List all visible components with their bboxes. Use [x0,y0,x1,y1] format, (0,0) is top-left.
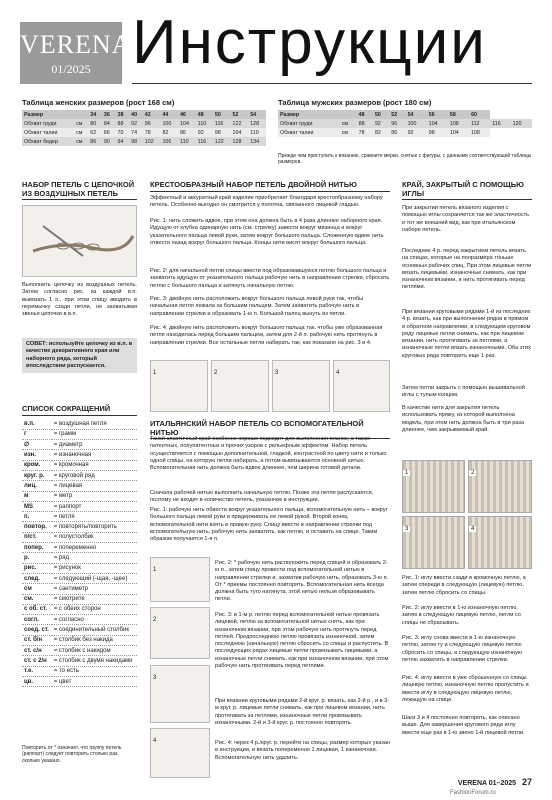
size-header-cell: 50 [374,111,381,118]
size-cell: 94 [116,137,130,146]
edge-p3: При вязании круговыми рядами 1-й из последних 4 р. вязать, как при выполнении рядов в прямом и обратном направлении, в следующем круговом ряду лицевые петли снимать, как при лицевом вязании, нить протягивать за петлями, а изнаночные петли вязать изнаночными. Оба этих круговых ряда повторить еще 1 раз. [402,309,531,359]
abbr-row [22,450,137,460]
abbr-term: соед. ст. [22,625,52,635]
edge-p8: Рис. 3: иглу снова ввести в 1-ю изнаночную петлю, затем ту и следующую лицевую петлю сбросить со спицы, а следующую изнаночную петлю захватить в направлении стрелки. [402,635,523,663]
abbr-term: ст. б/н [22,635,52,645]
size-header-cell: 40 [131,111,138,118]
abbr-row [22,460,137,470]
size-cell: 84 [102,119,116,128]
size-header-cell: 36 [103,111,110,118]
abbr-title: СПИСОК СОКРАЩЕНИЙ [22,405,137,416]
ital-p5: Рис. 3: в 1-м р. петлю перед вспомогательной нитью провязать лицевой, петлю за вспомогательной нитью снять, как при изнаночном вязании, при этом рабочую нить протянуть перед петлей. Предпоследнюю петлю провязать изнаночной, затем последнюю (начальную) петлю сбросить со спицы и распустить. В последующих рядах лицевые петли провязывать лицевыми, а изнаночные петли снимать, как при изнаночном вязании, при этом рабочую нить протягивать перед петлями. [215,612,389,669]
size-cell: Обхват талии [278,128,340,137]
abbr-row [22,563,137,573]
size-cell: см [340,128,357,137]
logo-issue: 01/2025 [51,62,91,76]
abbr-term: р. [22,553,52,563]
size-row [278,128,532,137]
size-cell: 92 [196,128,213,137]
abbr-meaning: = ряд [52,553,137,563]
size-cell: 78 [143,128,161,137]
abbr-row [22,429,137,439]
abbr-term: см. [22,594,52,604]
men-table-note: Прежде чем приступить к вязанию, сравните мерки, снятые с фигуры, с данными соответствующей таблицы размеров. [278,153,532,166]
size-row [22,119,266,128]
size-cell: 82 [160,128,178,137]
ital-p6: При вязании круговыми рядами 2-й круг. р. вязать, как 2-й р., и в 3-м круг. р. лицевые петли снимать, как при лицевом вязании, нить протягивать за петлями, изнаночные петли провязывать изнаночными. 2-й и 3-й круг. р. постоянно повторять. [215,698,390,726]
abbr-meaning: = с обеих сторон [52,604,137,614]
abbreviation-table [22,419,137,687]
size-cell: см [74,128,88,137]
size-cell: Обхват груди [278,119,340,128]
abbr-row [22,440,137,450]
edge-p5: В качестве нити для закрытия петель использовать пряжу, из которой выполнена модель, при этом нить должна быть в три раза длиннее, чем закрываемый край. [402,405,525,433]
size-header-row [22,110,266,119]
edge-fig-4: 4 [468,516,532,569]
abbr-term: попер. [22,543,52,553]
size-cell: 116 [213,119,231,128]
edge-fig-2: 2 [468,460,532,513]
edge-p7: Рис. 2: иглу ввести в 1-ю изнаночную петлю, затем в следующую лицевую петлю, петли со спицы не сбрасывать. [402,605,521,626]
cross-fig-1: 1 [150,360,208,412]
footer-page: 27 [521,777,532,787]
size-cell: 86 [178,128,196,137]
edge-p1: При закрытии петель вязаного изделия с помощью иглы сохраняется так же эластичность и тот же внешний вид, как при итальянском наборе петель. [402,205,530,233]
size-cell: 102 [143,137,161,146]
cross-figures [150,360,390,412]
cross-p1: Эффектный и аккуратный край изделие приобретает благодаря крестообразному набору петель. Особенно выгодно он смотрится у полотна, связанного лицевой гладью. [150,195,383,209]
ital-p4: Рис. 2: * рабочую нить расположить перед спицей и образовать 2-ю п., затем спицу провести под вспомогательной нитью в направлении стрелки и, захватив рабочую нить, образовать 3-ю п. От * приемы постоянно повторять. Вспомогательная нить всегда должна быть туго натянута, этой нитью нельзя образовывать петли. [215,560,389,603]
size-header-cell [74,110,88,119]
abbr-meaning: = раппорт [52,501,137,511]
footer-issue: 01–2025 [488,780,517,787]
abbr-term: круг. р. [22,470,52,480]
abbr-term: т.е. [22,666,52,676]
cross-p3: Рис. 2: для начальной петли спицы ввести под образовавшуюся петлю большого пальца и захватить идущую от указательного пальца рабочую нить в направлении стрелки, сбросить петлю с большого пальца и затянуть начальную петлю. [150,268,390,289]
abbr-meaning: = столбик без накида [52,635,137,645]
edge-figures [402,460,532,570]
abbr-term: п/ст. [22,532,52,542]
size-cell: 98 [129,137,143,146]
women-size-table [22,110,266,146]
size-header-cell [340,110,357,119]
abbr-meaning: = то есть [52,666,137,676]
size-cell: 122 [231,119,249,128]
abbr-row [22,470,137,480]
abbr-row [22,656,137,666]
page-title: Инструкции [132,8,487,77]
abbr-row [22,646,137,656]
abbr-row [22,419,137,429]
chain-tip: СОВЕТ: используйте цепочку из в.п. в качестве декоративного края или наборного ряда, который впоследствии распускается. [22,338,137,373]
size-cell: 116 [490,119,511,128]
logo-box [20,22,132,84]
size-cell: 112 [469,119,490,128]
abbr-row [22,532,137,542]
size-cell: 70 [116,128,130,137]
abbr-row [22,553,137,563]
abbr-row [22,615,137,625]
size-header-cell: 44 [162,111,169,118]
size-cell: 100 [160,119,178,128]
size-cell: 110 [248,128,266,137]
size-cell: 100 [406,119,427,128]
abbr-row [22,584,137,594]
size-cell: 104 [231,128,249,137]
logo-text: VERENA [20,30,132,59]
size-cell: см [74,119,88,128]
abbr-meaning: = рисунок [52,563,137,573]
size-cell: 80 [88,119,102,128]
abbr-meaning: = воздушная петля [52,419,137,429]
abbr-term: с об. ст. [22,604,52,614]
size-header-cell: 52 [232,111,239,118]
crochet-chain-drawing [23,206,136,276]
size-row [22,128,266,137]
size-cell: 128 [248,119,266,128]
cross-p5: Рис. 4: двойную нить расположить вокруг большого пальца так, чтобы уже образованная петля находилась перед большим пальцем, затем для 2-й п. рабочую нить протянуть в направлении стрелки. Все остальные петли набирать так, как показано на рис. 3 и 4. [150,325,383,346]
size-cell: 90 [102,137,116,146]
size-cell: 88 [116,119,130,128]
ital-fig-4: 4 [150,728,210,778]
chain-illustration [22,205,137,277]
size-cell: 92 [373,119,389,128]
abbr-term: п. [22,512,52,522]
edge-title: КРАЙ, ЗАКРЫТЫЙ С ПОМОЩЬЮ ИГЛЫ [402,181,532,200]
size-cell: 86 [389,128,405,137]
size-cell: 106 [160,137,178,146]
abbr-term: ст. с/н [22,646,52,656]
ital-p7: Рис. 4: через 4 р./круг. р. перейти на спицы, размер которых указан в инструкции, и вязать попеременно 1 лицевая, 1 изнаночная. Вспомогательную нить удалить. [215,740,390,761]
size-cell: 74 [129,128,143,137]
abbr-term: лиц. [22,481,52,491]
edge-p2: Последние 4 р. перед закрытием петель вязать на спицах, которые на полразмера тоньше основных рабочих спиц. При этом лицевые петли вязать лицевыми, изнаночные снимать, как при изнаночном вязании, и нить протягивать перед петлями. [402,248,532,291]
size-cell: 104 [427,119,448,128]
edge-p4: Затем петли закрыть с помощью вышивальной иглы с тупым концом. [402,385,525,399]
size-cell: 86 [88,137,102,146]
abbr-meaning: = петля [52,512,137,522]
cross-p4: Рис. 3: двойную нить расположить вокруг большого пальца левой руки так, чтобы начальная петля лежала за большим пальцем. Затем захватить рабочую нить в направлении стрелки и образовать 1-ю п. Большой палец вынуть из петли. [150,296,364,317]
edge-p10: Шаги 3 и 4 постоянно повторять, как описано выше. Для завершения кругового ряда иглу ввести еще раз в 1-ю звено 1-й лицевой петли. [402,715,525,736]
size-cell: 104 [448,128,469,137]
abbr-term: г [22,429,52,439]
edge-p6: Рис. 1: иглу ввести сзади в кромочную петлю, а затем спереди в следующую (лицевую) петлю, затем петлю сбросить со спицы. [402,575,526,596]
abbr-meaning: = попеременно [52,543,137,553]
size-header-cell: 52 [391,111,398,118]
men-table-title: Таблица мужских размеров (рост 180 см) [278,98,432,107]
abbr-note: Повторить от * означает, что группу петель (раппорт) следует повторить столько раз, сколько указано. [22,745,122,764]
size-header-cell: 34 [90,111,97,118]
abbr-row [22,635,137,645]
size-cell: 62 [88,128,102,137]
header-rule [132,83,532,84]
abbr-row [22,522,137,532]
ital-p1: Такой эластичный край особенно хорошо подходит для выполнения планок, а также патентных, полупатентных и прочих узоров с рельефным эффектом. Набор петель осуществляется с помощью дополнительной, гладкой, контрастной по цвету нити и только одной спицы, на которую петли набирать, а потом вывязываются основной нитью. Вспомогательная нить должна быть вдвое длиннее, чем ширина готовой детали. [150,436,387,472]
cross-title: КРЕСТООБРАЗНЫЙ НАБОР ПЕТЕЛЬ ДВОЙНОЙ НИТЬЮ [150,181,390,192]
size-cell: 82 [373,128,389,137]
size-cell: 108 [469,128,490,137]
size-cell: 108 [448,119,469,128]
abbr-meaning: = столбик с двумя накидами [52,656,137,666]
abbr-row [22,501,137,511]
size-header-cell: 42 [144,111,151,118]
size-cell: 66 [102,128,116,137]
abbr-term: см [22,584,52,594]
size-cell: 88 [357,119,373,128]
abbr-term: MS [22,501,52,511]
edge-p9: Рис. 4: иглу ввести в уже сброшенную со спицы лицевую петлю, изнаночную петлю пропустить и ввести иглу в следующую лицевую петлю, лежащую на спице. [402,675,529,703]
abbr-meaning: = сантиметр [52,584,137,594]
abbr-term: ст. с 2/н [22,656,52,666]
abbr-meaning: = следующий (-щая, -щее) [52,573,137,583]
cross-fig-3: 3 [272,360,330,412]
abbr-meaning: = круговой ряд [52,470,137,480]
abbr-row [22,543,137,553]
abbr-meaning: = смотрите [52,594,137,604]
abbr-term: м [22,491,52,501]
size-cell: 134 [248,137,266,146]
abbr-row [22,594,137,604]
size-header-cell: 38 [117,111,124,118]
abbr-meaning: = изнаночная [52,450,137,460]
size-header-cell: 48 [358,111,365,118]
size-row [278,119,532,128]
cross-fig-2: 2 [211,360,269,412]
size-cell: 98 [427,128,448,137]
size-header-row [278,110,532,119]
size-cell: 92 [129,119,143,128]
abbr-meaning: = цвет [52,676,137,686]
footer [402,777,532,787]
abbr-term: в.п. [22,419,52,429]
abbr-meaning: = метр [52,491,137,501]
size-cell: 110 [178,137,196,146]
abbr-row [22,676,137,686]
men-size-table [278,110,532,137]
ital-p2: Сначала рабочей нитью выполнить начальную петлю. Позже эта петля распускается, поэтому не входит в количество петель, указанное в инструкции. [150,490,374,504]
size-header-cell: Размер [24,111,44,118]
abbr-row [22,491,137,501]
size-header-cell: 58 [449,111,456,118]
footer-brand: VERENA [457,780,487,787]
abbr-meaning: = лицевая [52,481,137,491]
size-cell: 116 [196,137,213,146]
size-cell: 96 [143,119,161,128]
size-header-cell: Размер [280,111,300,118]
size-cell: 78 [357,128,373,137]
abbr-term: след. [22,573,52,583]
abbr-row [22,481,137,491]
size-cell: 104 [178,119,196,128]
size-header-cell: 48 [197,111,204,118]
cross-p2: Рис. 1: нить сложить вдвое, при этом она должна быть в 4 раза длиннее наборного края. Идущую от клубка одинарную нить (см. стрелку) завести вокруг мизинца и вокруг указательного пальца левой руки, затем вокруг большого пальца. Сложенную вдвое нить отвести назад вокруг большого пальца. Концы нити висят вокруг большого пальца. [150,218,384,246]
size-cell: 96 [389,119,405,128]
size-cell: Обхват груди [22,119,74,128]
size-header-cell: 60 [471,111,477,118]
size-cell: 110 [196,119,213,128]
abbr-meaning: = повторять/повторить [52,522,137,532]
abbr-meaning: = столбик с накидом [52,646,137,656]
abbr-term: рис. [22,563,52,573]
abbr-meaning: = соединительный столбик [52,625,137,635]
size-cell: Обхват талии [22,128,74,137]
abbr-meaning: = согласно [52,615,137,625]
size-cell: см [340,119,357,128]
ital-fig-3: 3 [150,665,210,723]
abbr-term: согл. [22,615,52,625]
size-cell: см [74,137,88,146]
size-header-cell: 46 [180,111,187,118]
abbr-meaning: = кромочная [52,460,137,470]
size-cell: Обхват бедер [22,137,74,146]
women-table-title: Таблица женских размеров (рост 168 см) [22,98,175,107]
edge-fig-1: 1 [402,460,465,513]
abbr-term: ∅ [22,440,52,450]
abbr-meaning: = диаметр [52,440,137,450]
size-cell: 128 [231,137,249,146]
ital-title: ИТАЛЬЯНСКИЙ НАБОР ПЕТЕЛЬ СО ВСПОМОГАТЕЛЬНОЙ НИТЬЮ [150,420,390,439]
abbr-term: изн. [22,450,52,460]
size-cell: 122 [213,137,231,146]
abbr-row [22,625,137,635]
abbr-row [22,604,137,614]
cross-fig-4: 4 [333,360,390,412]
abbr-term: повтор. [22,522,52,532]
size-header-cell: 50 [214,111,221,118]
abbr-row [22,666,137,676]
ital-p3: Рис. 1: рабочую нить обвести вокруг указательного пальца, вспомогательную нить – вокруг большого пальца левой руки и придерживать ее левой рукой. Второй конец вспомогательной нити взять в правую руку. Спицу ввести в направлении стрелки под вспомогательную нить, рабочую нить захватить, как петлю, и оставить на спице. Таким образом получается 1-я п. [150,507,388,543]
watermark: FashionForum.ru [450,790,496,796]
size-cell: 98 [213,128,231,137]
size-header-cell: 56 [428,111,435,118]
size-cell: 92 [406,128,427,137]
abbr-term: кром. [22,460,52,470]
ital-fig-2: 2 [150,607,210,659]
chain-text: Выполнить цепочку из воздушных петель. Затем согласно рис. из каждой в.п. вывязать 1 п., при этом спицу вводить в перемычку сзади петли, не захватывая звенья цепочки в в.п. [22,282,137,318]
size-row [22,137,266,146]
chain-title: НАБОР ПЕТЕЛЬ С ЦЕПОЧКОЙ ИЗ ВОЗДУШНЫХ ПЕТЕЛЬ [22,181,137,200]
abbr-row [22,512,137,522]
size-header-cell: 54 [250,111,257,118]
size-header-cell: 54 [407,111,414,118]
abbr-row [22,573,137,583]
size-cell: 120 [511,119,532,128]
abbr-meaning: = полустолбик [52,532,137,542]
edge-fig-3: 3 [402,516,465,569]
ital-fig-1: 1 [150,557,210,602]
abbr-term: цв. [22,676,52,686]
abbr-meaning: = грамм [52,429,137,439]
